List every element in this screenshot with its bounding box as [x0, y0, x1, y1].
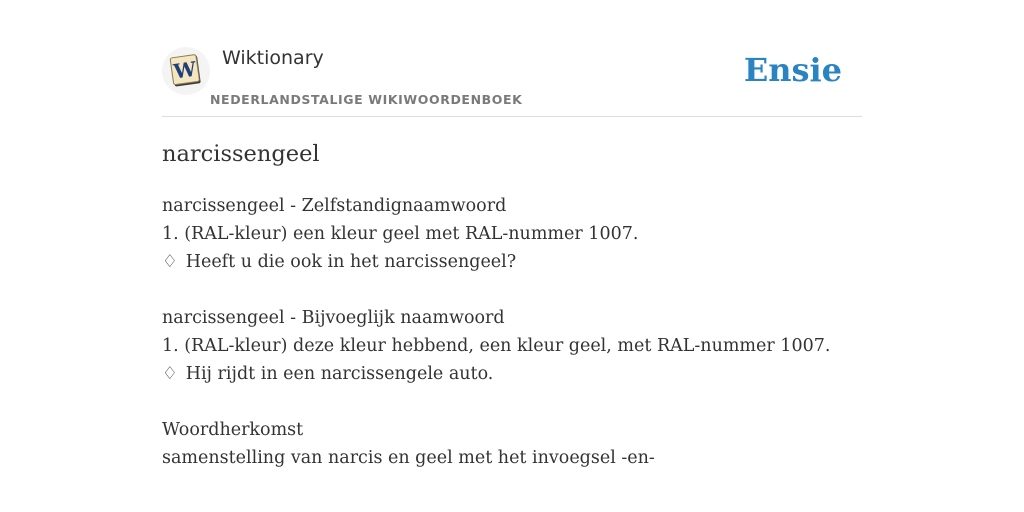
site-subtitle: NEDERLANDSTALIGE WIKIWOORDENBOEK — [210, 92, 523, 107]
ensie-brand-link[interactable]: Ensie — [743, 51, 842, 89]
noun-heading: narcissengeel - Zelfstandignaamwoord — [162, 196, 507, 216]
svg-text:W: W — [172, 56, 198, 84]
page-title: narcissengeel — [162, 141, 320, 167]
wiktionary-logo[interactable] — [162, 47, 210, 95]
definition-content — [162, 192, 862, 472]
puzzle-tile-icon — [162, 47, 210, 95]
adjective-example-text: Hij rijdt in een narcissengele auto. — [185, 364, 494, 384]
etymology-heading: Woordherkomst — [162, 420, 304, 440]
adjective-example — [162, 360, 862, 388]
site-name[interactable]: Wiktionary — [222, 47, 324, 69]
adjective-heading: narcissengeel - Bijvoeglijk naamwoord — [162, 308, 505, 328]
example-diamond-icon: ♢ — [162, 364, 178, 384]
section-gap — [162, 388, 862, 416]
etymology-text: samenstelling van narcis en geel met het invoegsel -en- — [162, 448, 655, 468]
adjective-definition: 1. (RAL-kleur) deze kleur hebbend, een kleur geel, met RAL-nummer 1007. — [162, 336, 831, 356]
noun-definition: 1. (RAL-kleur) een kleur geel met RAL-nummer 1007. — [162, 224, 639, 244]
site-header — [162, 44, 862, 117]
noun-example-text: Heeft u die ook in het narcissengeel? — [185, 252, 517, 272]
noun-example — [162, 248, 862, 276]
section-gap — [162, 276, 862, 304]
example-diamond-icon: ♢ — [162, 252, 178, 272]
